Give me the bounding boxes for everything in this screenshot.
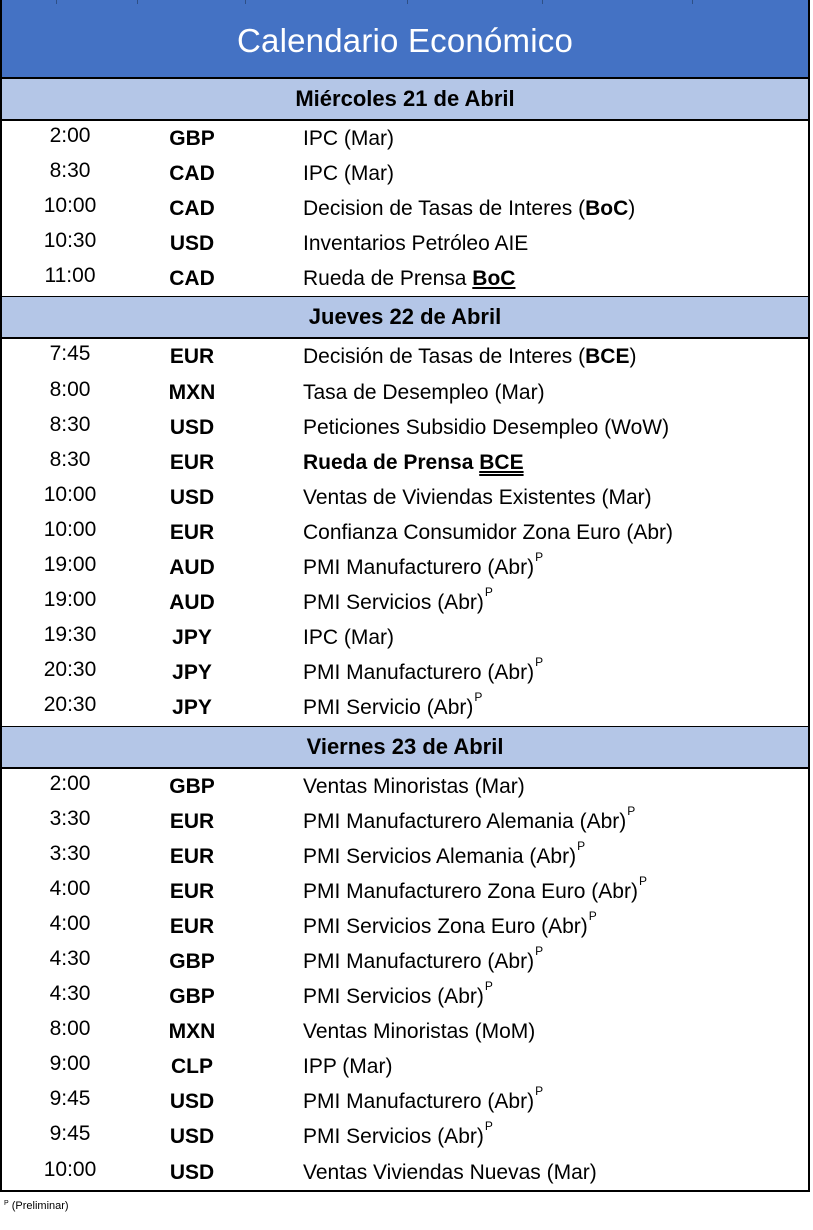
event-name — [303, 585, 493, 620]
event-currency: JPY — [172, 661, 212, 685]
event-row — [2, 804, 808, 839]
event-currency: USD — [169, 1125, 215, 1149]
event-name-part: PMI Manufacturero (Abr) — [303, 1090, 535, 1114]
event-name-part: ) — [628, 197, 636, 221]
event-row — [2, 480, 808, 515]
event-name-part: Ventas Viviendas Nuevas (Mar) — [303, 1160, 597, 1184]
event-name — [303, 156, 394, 191]
event-name — [303, 1014, 535, 1049]
event-time: 19:00 — [43, 588, 97, 612]
preliminary-mark: P — [627, 803, 636, 818]
event-name-part: IPC (Mar) — [303, 162, 394, 186]
event-name-part: PMI Manufacturero (Abr) — [303, 661, 535, 685]
event-name — [303, 410, 669, 445]
calendar-title-bar — [0, 0, 810, 78]
event-row — [2, 121, 808, 156]
event-name-part: PMI Servicio (Abr) — [303, 696, 474, 720]
event-currency: EUR — [169, 345, 215, 369]
event-name — [303, 226, 528, 261]
preliminary-mark: P — [535, 550, 544, 565]
event-name — [303, 550, 543, 585]
event-name-part: BCE — [585, 345, 630, 369]
event-name — [303, 515, 673, 550]
event-name — [303, 690, 482, 725]
calendar-days — [0, 78, 810, 1192]
event-name-part: Rueda de Prensa — [303, 267, 473, 291]
event-time: 8:00 — [49, 377, 91, 401]
title-column-ticks — [2, 0, 808, 4]
event-row — [2, 191, 808, 226]
event-name-part: PMI Manufacturero (Abr) — [303, 556, 535, 580]
event-name-part: Confianza Consumidor Zona Euro (Abr) — [303, 520, 674, 544]
event-name-part: Ventas de Viviendas Existentes (Mar) — [303, 485, 652, 509]
event-row — [2, 944, 808, 979]
event-time: 10:00 — [43, 517, 97, 541]
event-currency: USD — [169, 232, 215, 256]
event-time: 8:30 — [49, 447, 91, 471]
day-header: Viernes 23 de Abril — [0, 726, 810, 769]
event-time: 19:00 — [43, 553, 97, 577]
event-row — [2, 550, 808, 585]
event-currency: CLP — [171, 1055, 213, 1079]
event-currency: JPY — [172, 696, 212, 720]
event-currency: USD — [169, 1160, 215, 1184]
event-name-part: Decisión de Tasas de Interes ( — [303, 345, 586, 369]
event-name-part: IPC (Mar) — [303, 127, 394, 150]
event-name — [303, 874, 647, 909]
day-header: Miércoles 21 de Abril — [0, 78, 810, 121]
event-currency: MXN — [168, 380, 216, 404]
preliminary-mark: P — [588, 908, 597, 923]
event-name — [303, 121, 394, 156]
event-name — [303, 909, 597, 944]
event-name-part: BoC — [472, 267, 516, 291]
event-row — [2, 909, 808, 944]
preliminary-mark: P — [535, 1084, 544, 1099]
event-name — [303, 191, 635, 226]
event-time: 8:00 — [49, 1017, 91, 1041]
event-time: 11:00 — [44, 264, 96, 288]
event-currency: CAD — [169, 267, 215, 291]
event-row — [2, 979, 808, 1014]
event-name-part: Peticiones Subsidio Desempleo (WoW) — [303, 415, 670, 439]
event-name — [303, 1049, 392, 1084]
event-time: 8:30 — [49, 412, 91, 436]
event-time: 4:30 — [49, 982, 91, 1006]
preliminary-mark: P — [535, 943, 544, 958]
event-name-part: PMI Servicios Alemania (Abr) — [303, 844, 577, 868]
event-row — [2, 620, 808, 655]
event-row — [2, 375, 808, 410]
event-row — [2, 874, 808, 909]
event-name — [303, 339, 636, 374]
event-name — [303, 1119, 493, 1154]
footnote-text: (Preliminar) — [11, 1200, 69, 1212]
event-name — [303, 839, 585, 874]
event-row — [2, 1014, 808, 1049]
event-currency: CAD — [169, 162, 215, 186]
event-time: 2:00 — [49, 771, 91, 795]
event-name-part: Ventas Minoristas (Mar) — [303, 774, 525, 798]
event-name-part: IPP (Mar) — [303, 1055, 393, 1079]
event-currency: JPY — [172, 626, 212, 650]
event-time: 9:45 — [49, 1087, 91, 1111]
event-time: 9:45 — [49, 1122, 91, 1146]
event-row — [2, 839, 808, 874]
event-row — [2, 1049, 808, 1084]
event-time: 8:30 — [49, 159, 91, 183]
event-name-part: BCE — [479, 450, 524, 474]
event-time: 10:00 — [43, 1157, 97, 1181]
event-row — [2, 1084, 808, 1119]
event-name — [303, 1155, 597, 1190]
event-name-part: Rueda de Prensa — [303, 450, 480, 474]
event-currency: EUR — [169, 914, 215, 938]
calendar-title: Calendario Económico — [236, 22, 573, 59]
event-currency: USD — [169, 485, 215, 509]
event-row — [2, 515, 808, 550]
event-currency: CAD — [169, 197, 215, 221]
event-currency: GBP — [169, 985, 215, 1009]
preliminary-mark: P — [484, 1119, 493, 1134]
event-currency: AUD — [169, 591, 215, 615]
event-currency: MXN — [168, 1020, 216, 1044]
event-name-part: Inventarios Petróleo AIE — [303, 232, 529, 256]
event-currency: EUR — [169, 809, 215, 833]
event-name-part: PMI Manufacturero Zona Euro (Abr) — [303, 879, 638, 903]
preliminary-mark: P — [484, 585, 493, 600]
event-name — [303, 804, 635, 839]
event-name-part: PMI Servicios (Abr) — [303, 1125, 484, 1149]
day-events — [0, 769, 810, 1192]
event-time: 2:00 — [49, 124, 91, 147]
event-name — [303, 480, 652, 515]
event-name — [303, 620, 394, 655]
event-time: 3:30 — [49, 841, 91, 865]
preliminary-mark: P — [535, 655, 544, 670]
event-row — [2, 339, 808, 374]
event-time: 19:30 — [43, 623, 97, 647]
event-row — [2, 769, 808, 804]
day-events — [0, 339, 810, 725]
event-row — [2, 410, 808, 445]
event-currency: EUR — [169, 844, 215, 868]
event-name — [303, 979, 493, 1014]
event-time: 10:00 — [43, 194, 97, 218]
footnote-mark: P — [4, 1200, 9, 1207]
day-events — [0, 121, 810, 296]
event-name-part: PMI Manufacturero (Abr) — [303, 949, 535, 973]
event-row — [2, 690, 808, 725]
event-time: 10:30 — [43, 229, 97, 253]
event-currency: GBP — [169, 774, 215, 798]
event-row — [2, 226, 808, 261]
event-time: 7:45 — [49, 342, 91, 366]
event-name-part: PMI Servicios (Abr) — [303, 591, 484, 615]
event-name-part: PMI Servicios Zona Euro (Abr) — [303, 914, 588, 938]
event-currency: EUR — [169, 520, 215, 544]
event-name — [303, 655, 543, 690]
event-time: 3:30 — [49, 806, 91, 830]
event-name — [303, 944, 543, 979]
event-name — [303, 261, 515, 296]
event-name-part: PMI Servicios (Abr) — [303, 985, 484, 1009]
event-currency: USD — [169, 1090, 215, 1114]
event-name — [303, 769, 525, 804]
event-currency: GBP — [169, 949, 215, 973]
event-time: 4:00 — [49, 876, 91, 900]
event-name-part: PMI Manufacturero Alemania (Abr) — [303, 809, 627, 833]
event-row — [2, 156, 808, 191]
preliminary-mark: P — [638, 873, 647, 888]
event-row — [2, 585, 808, 620]
event-name-part: Ventas Minoristas (MoM) — [303, 1020, 536, 1044]
event-name-part: Tasa de Desempleo (Mar) — [303, 380, 545, 404]
event-time: 9:00 — [49, 1052, 91, 1076]
day-header: Jueves 22 de Abril — [0, 296, 810, 339]
preliminary-mark: P — [474, 690, 483, 705]
event-name-part: Decision de Tasas de Interes ( — [303, 197, 586, 221]
event-row — [2, 1155, 808, 1190]
event-name-part: BoC — [585, 197, 629, 221]
event-currency: GBP — [169, 127, 215, 150]
footnote — [4, 1200, 69, 1212]
event-name — [303, 375, 545, 410]
event-currency: EUR — [169, 879, 215, 903]
event-name — [303, 445, 524, 480]
preliminary-mark: P — [484, 979, 493, 994]
preliminary-mark: P — [577, 838, 586, 853]
event-name-part: ) — [629, 345, 637, 369]
event-row — [2, 655, 808, 690]
event-currency: USD — [169, 415, 215, 439]
event-name — [303, 1084, 543, 1119]
event-row — [2, 261, 808, 296]
event-currency: AUD — [169, 556, 215, 580]
event-time: 10:00 — [43, 482, 97, 506]
event-time: 4:30 — [49, 946, 91, 970]
event-time: 20:30 — [43, 658, 97, 682]
event-currency: EUR — [169, 450, 215, 474]
event-time: 4:00 — [49, 911, 91, 935]
event-name-part: IPC (Mar) — [303, 626, 394, 650]
event-time: 20:30 — [43, 693, 97, 717]
event-row — [2, 445, 808, 480]
event-row — [2, 1119, 808, 1154]
